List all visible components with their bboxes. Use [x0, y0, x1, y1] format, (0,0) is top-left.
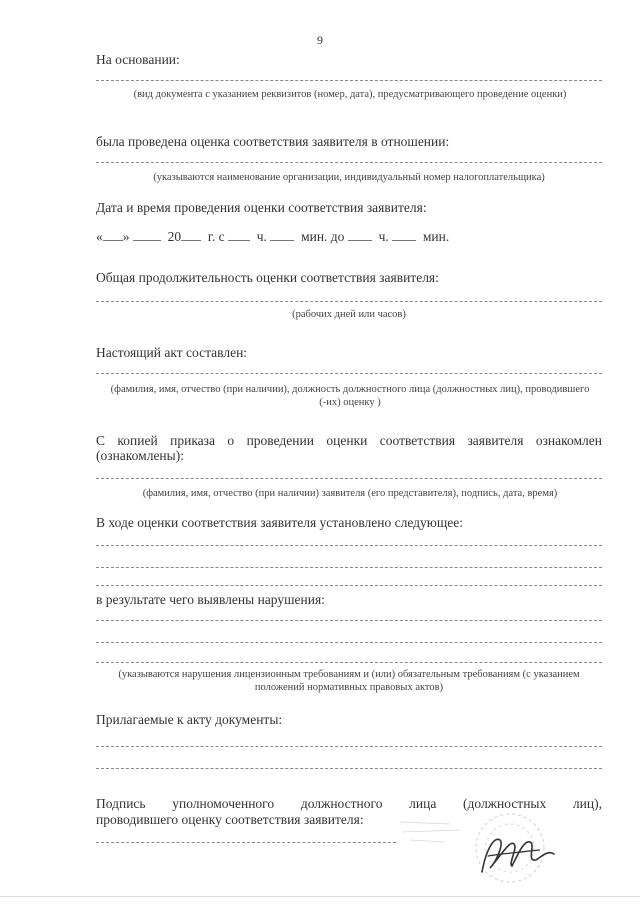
order-line — [96, 478, 602, 479]
quote-open: « — [96, 229, 103, 244]
signature-line2: проводившего оценку соответствия заявителя: — [96, 812, 364, 827]
quote-close: » — [122, 229, 130, 244]
hour-to-blank — [348, 228, 372, 241]
day-blank — [103, 228, 123, 241]
findings-line-1 — [96, 545, 602, 546]
duration-label: Общая продолжительность оценки соответствия заявителя: — [96, 270, 439, 285]
attachments-label: Прилагаемые к акту документы: — [96, 712, 283, 727]
findings-line-3 — [96, 585, 602, 586]
basis-label: На основании: — [96, 52, 180, 67]
violations-line-1 — [96, 620, 602, 621]
signature-stamp-image — [390, 810, 570, 890]
datetime-row — [96, 228, 449, 245]
hours-2: ч. — [378, 229, 389, 244]
compiled-hint: (фамилия, имя, отчество (при наличии), должность должностного лица (должностных лиц), проводившего (-их) оценку ) — [110, 384, 590, 408]
order-label-line2: (ознакомлены): — [96, 448, 184, 463]
compiled-label: Настоящий акт составлен: — [96, 345, 248, 360]
duration-line — [96, 301, 602, 302]
signature-line1: Подпись уполномоченного должностного лица (должностных лиц), — [96, 796, 602, 811]
year-prefix: 20 — [167, 229, 182, 244]
compiled-line — [96, 373, 602, 374]
order-hint: (фамилия, имя, отчество (при наличии) заявителя (его представителя), подпись, дата, время) — [142, 488, 558, 499]
signature-underline — [96, 842, 396, 843]
order-label-line1: С копией приказа о проведении оценки соответствия заявителя ознакомлен — [96, 433, 602, 448]
assessment-label: была проведена оценка соответствия заявителя в отношении: — [96, 134, 450, 149]
basis-line — [96, 80, 602, 81]
assessment-line — [96, 162, 602, 163]
datetime-label: Дата и время проведения оценки соответствия заявителя: — [96, 200, 427, 215]
assessment-hint: (указываются наименование организации, индивидуальный номер налогоплательщика) — [153, 172, 545, 183]
year-suffix: г. с — [207, 229, 225, 244]
page-number: 9 — [317, 33, 323, 47]
basis-hint: (вид документа с указанием реквизитов (номер, дата), предусматривающего проведение оценки) — [133, 89, 567, 100]
attachments-line-1 — [96, 746, 602, 747]
hours-1: ч. — [256, 229, 267, 244]
year-blank — [181, 228, 201, 241]
minutes-2: мин. — [422, 229, 450, 244]
violations-line-2 — [96, 642, 602, 643]
minute-to-blank — [392, 228, 416, 241]
duration-hint: (рабочих дней или часов) — [292, 309, 406, 320]
minute-from-blank — [270, 228, 294, 241]
hour-from-blank — [228, 228, 250, 241]
month-blank — [133, 228, 161, 241]
findings-line-2 — [96, 567, 602, 568]
findings-label: В ходе оценки соответствия заявителя установлено следующее: — [96, 515, 463, 530]
violations-label: в результате чего выявлены нарушения: — [96, 592, 325, 607]
page-bottom-edge — [0, 896, 640, 897]
minutes-1: мин. до — [301, 229, 345, 244]
violations-line-3 — [96, 662, 602, 663]
violations-hint: (указываются нарушения лицензионным требованиям и (или) обязательным требованиям (с указанием положений нормативных правовых актов) — [118, 669, 580, 693]
attachments-line-2 — [96, 768, 602, 769]
